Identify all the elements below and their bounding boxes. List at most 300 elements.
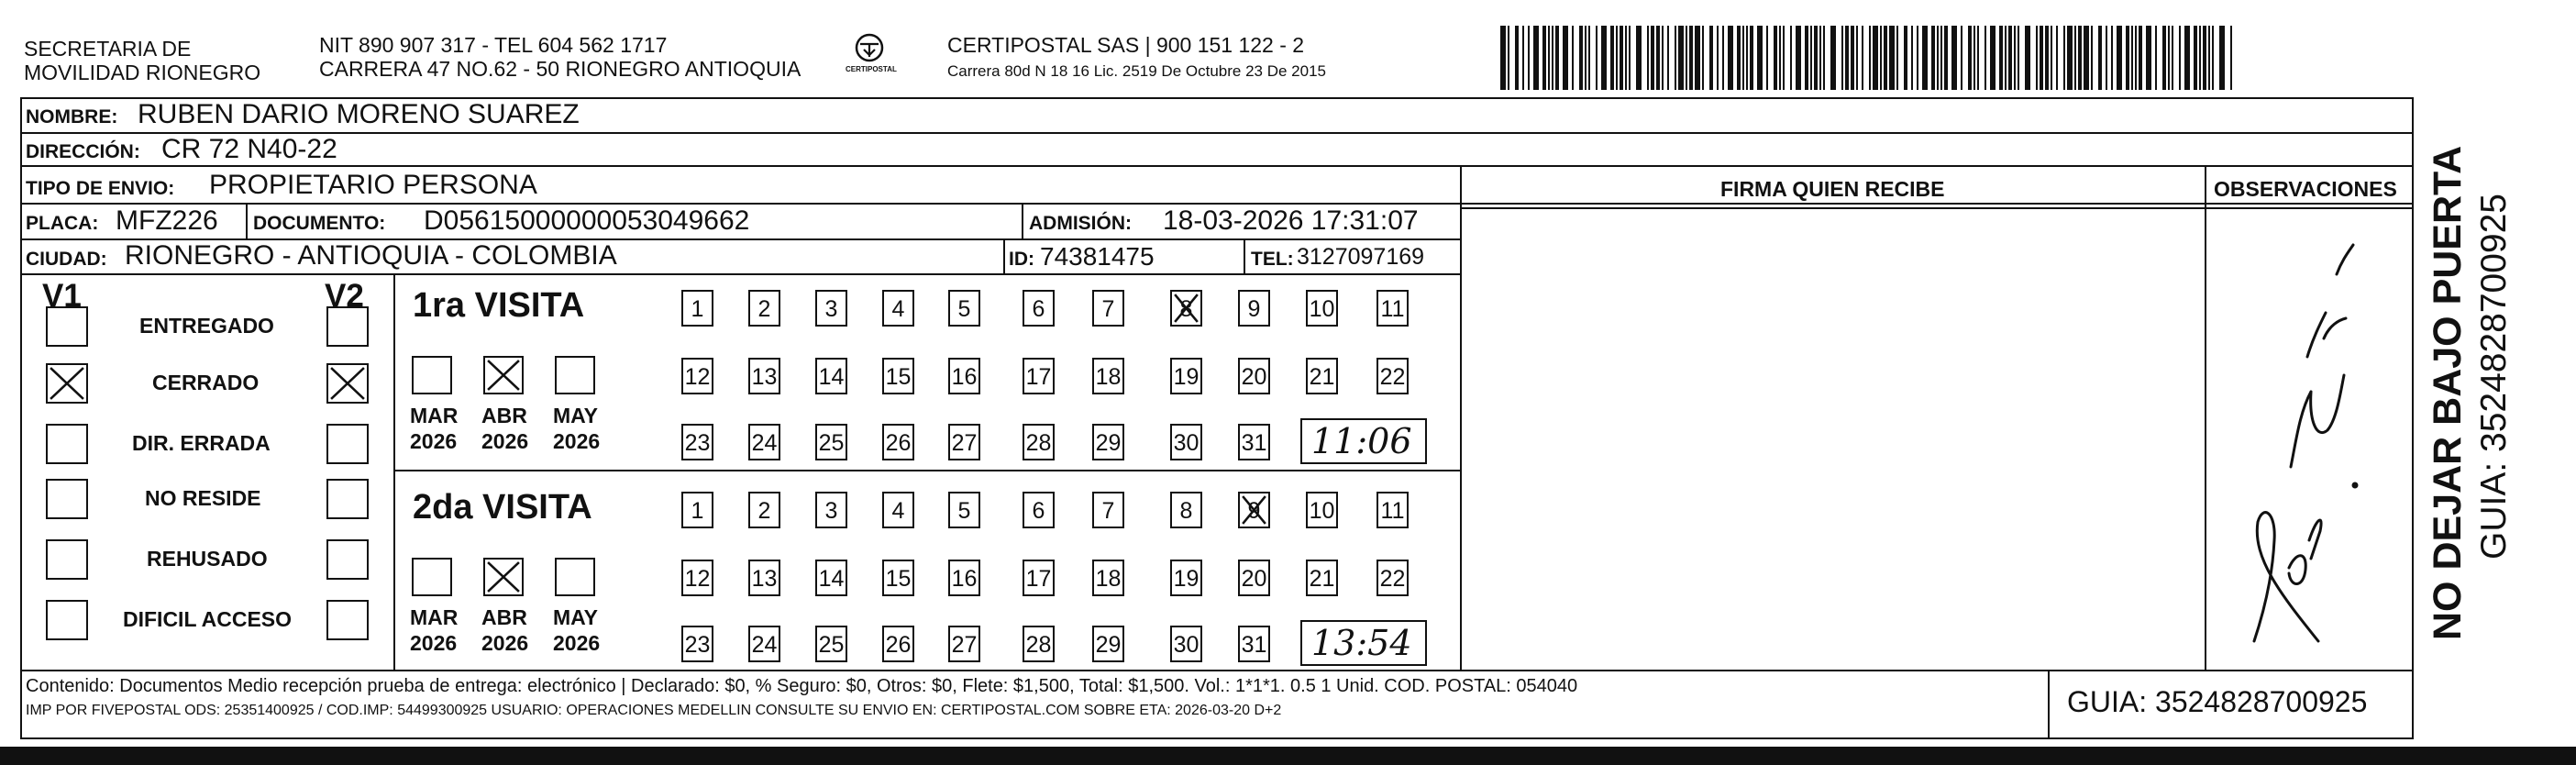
day-number: 27 bbox=[951, 632, 978, 658]
day-number: 3 bbox=[824, 498, 838, 524]
certipostal-logo bbox=[836, 31, 902, 79]
day-number: 9 bbox=[1247, 498, 1261, 524]
day-number: 10 bbox=[1309, 498, 1335, 524]
barcode-bar bbox=[2126, 26, 2129, 90]
barcode-bar bbox=[2018, 26, 2019, 90]
month-year: 2026 bbox=[553, 429, 601, 453]
day-box[interactable] bbox=[1092, 626, 1124, 662]
day-box[interactable] bbox=[1023, 424, 1055, 460]
status-label: CERRADO bbox=[152, 371, 260, 394]
day-number: 16 bbox=[951, 566, 978, 592]
day-number: 14 bbox=[818, 566, 845, 592]
day-box[interactable] bbox=[1306, 492, 1338, 528]
day-box[interactable] bbox=[1238, 626, 1270, 662]
barcode-bar bbox=[2040, 26, 2043, 90]
barcode-bar bbox=[1515, 26, 1519, 90]
day-box[interactable] bbox=[748, 290, 780, 327]
day-number: 23 bbox=[684, 430, 711, 456]
barcode-bar bbox=[2008, 26, 2012, 90]
day-box[interactable] bbox=[1238, 358, 1270, 394]
day-box[interactable] bbox=[815, 560, 847, 596]
visit-title: 1ra VISITA bbox=[413, 286, 585, 325]
barcode-bar bbox=[1548, 26, 1550, 90]
barcode-bar bbox=[1596, 26, 1598, 90]
day-number: 12 bbox=[684, 364, 711, 390]
barcode-bar bbox=[1737, 26, 1741, 90]
barcode-bar bbox=[1884, 26, 1887, 90]
barcode-bar bbox=[1819, 26, 1821, 90]
v1-checkbox[interactable] bbox=[46, 363, 88, 404]
barcode-bar bbox=[2067, 26, 2073, 90]
company-line: CERTIPOSTAL SAS | 900 151 122 - 2 bbox=[947, 33, 1305, 57]
day-box[interactable] bbox=[1092, 560, 1124, 596]
id-value: 74381475 bbox=[1040, 242, 1155, 271]
barcode-bar bbox=[2172, 26, 2173, 90]
barcode-bar bbox=[1625, 26, 1627, 90]
barcode-bar bbox=[2106, 26, 2107, 90]
day-box[interactable] bbox=[815, 424, 847, 460]
day-box[interactable] bbox=[681, 492, 713, 528]
tipo-envio-value: PROPIETARIO PERSONA bbox=[209, 170, 537, 200]
day-box[interactable] bbox=[815, 626, 847, 662]
v1-label: V1 bbox=[42, 278, 82, 314]
x-mark-icon bbox=[485, 358, 522, 393]
day-box[interactable] bbox=[1376, 358, 1409, 394]
day-box[interactable] bbox=[1170, 290, 1202, 327]
day-number: 24 bbox=[751, 430, 778, 456]
day-number: 26 bbox=[885, 632, 912, 658]
day-box[interactable] bbox=[948, 358, 980, 394]
day-box[interactable] bbox=[1238, 492, 1270, 528]
day-box[interactable] bbox=[748, 560, 780, 596]
day-number: 29 bbox=[1095, 430, 1122, 456]
barcode-bar bbox=[1563, 26, 1568, 90]
observaciones-handwriting bbox=[2208, 210, 2410, 669]
day-box[interactable] bbox=[1092, 424, 1124, 460]
v1-checkbox[interactable] bbox=[46, 306, 88, 347]
x-mark-icon bbox=[485, 560, 522, 594]
ciudad-value: RIONEGRO - ANTIOQUIA - COLOMBIA bbox=[125, 240, 617, 271]
barcode-bar bbox=[1823, 26, 1825, 90]
day-box[interactable] bbox=[948, 424, 980, 460]
v1-checkbox[interactable] bbox=[46, 479, 88, 519]
barcode-bar bbox=[1766, 26, 1768, 90]
barcode-bar bbox=[1662, 26, 1664, 90]
sender-name-line2: MOVILIDAD RIONEGRO bbox=[24, 61, 261, 84]
x-mark-icon bbox=[1240, 493, 1268, 527]
barcode-bar bbox=[1686, 26, 1687, 90]
month-label: MAR bbox=[410, 605, 459, 629]
day-number: 19 bbox=[1173, 364, 1200, 390]
time-box[interactable] bbox=[1300, 620, 1427, 666]
month-year: 2026 bbox=[481, 429, 529, 453]
admision-label: ADMISIÓN: bbox=[1029, 213, 1132, 234]
day-number: 31 bbox=[1241, 632, 1267, 658]
barcode-bar bbox=[2036, 26, 2038, 90]
barcode-bar bbox=[1940, 26, 1942, 90]
day-number: 9 bbox=[1247, 296, 1261, 322]
ciudad-label: CIUDAD: bbox=[26, 249, 107, 270]
day-box[interactable] bbox=[882, 424, 914, 460]
sender-name-line1: SECRETARIA DE bbox=[24, 37, 192, 61]
day-number: 11 bbox=[1380, 498, 1405, 524]
day-box[interactable] bbox=[1306, 358, 1338, 394]
day-number: 7 bbox=[1101, 296, 1115, 322]
visit-title: 2da VISITA bbox=[413, 488, 592, 527]
v2-checkbox[interactable] bbox=[326, 424, 369, 464]
month-checkbox[interactable] bbox=[412, 356, 452, 394]
v2-checkbox[interactable] bbox=[326, 539, 369, 580]
day-number: 26 bbox=[885, 430, 912, 456]
observaciones-header: OBSERVACIONES bbox=[2214, 177, 2397, 201]
day-box[interactable] bbox=[1238, 560, 1270, 596]
day-box[interactable] bbox=[882, 626, 914, 662]
day-number: 6 bbox=[1032, 498, 1045, 524]
barcode-bar bbox=[1830, 26, 1836, 90]
barcode-bar bbox=[1990, 26, 1996, 90]
day-number: 13 bbox=[751, 566, 778, 592]
firma-header: FIRMA QUIEN RECIBE bbox=[1720, 177, 1945, 201]
day-number: 20 bbox=[1241, 566, 1267, 592]
day-box[interactable] bbox=[1023, 358, 1055, 394]
month-checkbox[interactable] bbox=[483, 356, 524, 394]
day-box[interactable] bbox=[748, 492, 780, 528]
barcode-bar bbox=[1629, 26, 1631, 90]
barcode-bar bbox=[2155, 26, 2157, 90]
handwritten-time: 11:06 bbox=[1311, 421, 1412, 461]
footer-imp: IMP POR FIVEPOSTAL ODS: 25351400925 / COD.IMP: 54499300925 USUARIO: OPERACIONES MEDELLIN CONSULTE SU ENVIO EN: CERTIPOSTAL.COM SOBRE ETA: 2026-03-20 D+2 bbox=[26, 703, 1282, 718]
month-label: ABR bbox=[481, 605, 527, 629]
barcode-bar bbox=[1790, 26, 1792, 90]
day-box[interactable] bbox=[948, 492, 980, 528]
barcode-bar bbox=[1862, 26, 1863, 90]
license-line: Carrera 80d N 18 16 Lic. 2519 De Octubre 23 De 2015 bbox=[947, 62, 1326, 80]
day-box[interactable] bbox=[1238, 290, 1270, 327]
day-box[interactable] bbox=[1170, 424, 1202, 460]
day-box[interactable] bbox=[815, 358, 847, 394]
status-label: DIFICIL ACCESO bbox=[123, 607, 293, 631]
day-number: 21 bbox=[1309, 566, 1335, 592]
barcode-bar bbox=[2203, 26, 2206, 90]
placa-label: PLACA: bbox=[26, 213, 99, 234]
day-number: 31 bbox=[1241, 430, 1267, 456]
barcode-bar bbox=[1709, 26, 1713, 90]
day-number: 12 bbox=[684, 566, 711, 592]
barcode bbox=[1500, 26, 2238, 90]
day-box[interactable] bbox=[681, 626, 713, 662]
barcode-bar bbox=[1904, 26, 1907, 90]
tipo-envio-label: TIPO DE ENVIO: bbox=[26, 178, 175, 199]
day-box[interactable] bbox=[1170, 560, 1202, 596]
day-number: 7 bbox=[1101, 498, 1115, 524]
month-year: 2026 bbox=[553, 631, 601, 655]
footer-contenido: Contenido: Documentos Medio recepción prueba de entrega: electrónico | Declarado: $0, % Seguro: $0, Otros: $0, Flete: $1,500, Total: $1,500. Vol.: 1*1*1. 0.5 1 Unid. COD. POSTAL: 054040 bbox=[26, 676, 1578, 696]
nombre-value: RUBEN DARIO MORENO SUAREZ bbox=[138, 99, 580, 129]
month-label: ABR bbox=[481, 404, 527, 427]
v1-checkbox[interactable] bbox=[46, 424, 88, 464]
day-number: 25 bbox=[818, 632, 845, 658]
x-mark-icon bbox=[1172, 292, 1200, 325]
day-number: 27 bbox=[951, 430, 978, 456]
barcode-bar bbox=[1695, 26, 1700, 90]
day-number: 6 bbox=[1032, 296, 1045, 322]
day-box[interactable] bbox=[1170, 626, 1202, 662]
direccion-label: DIRECCIÓN: bbox=[26, 141, 140, 162]
barcode-bar bbox=[2146, 26, 2151, 90]
barcode-bar bbox=[1722, 26, 1724, 90]
day-number: 29 bbox=[1095, 632, 1122, 658]
x-mark-icon bbox=[48, 365, 86, 402]
barcode-bar bbox=[2098, 26, 2102, 90]
month-label: MAR bbox=[410, 404, 459, 427]
observaciones-area[interactable] bbox=[2208, 210, 2410, 669]
barcode-bar bbox=[2084, 26, 2089, 90]
day-box[interactable] bbox=[815, 492, 847, 528]
day-number: 4 bbox=[891, 296, 905, 322]
day-number: 28 bbox=[1025, 430, 1052, 456]
day-box[interactable] bbox=[948, 626, 980, 662]
day-number: 5 bbox=[957, 498, 971, 524]
v2-checkbox[interactable] bbox=[326, 363, 369, 404]
month-checkbox[interactable] bbox=[555, 356, 595, 394]
day-number: 19 bbox=[1173, 566, 1200, 592]
barcode-bar bbox=[1851, 26, 1854, 90]
barcode-bar bbox=[1588, 26, 1590, 90]
day-box[interactable] bbox=[948, 560, 980, 596]
barcode-bar bbox=[1873, 26, 1878, 90]
day-number: 16 bbox=[951, 364, 978, 390]
barcode-bar bbox=[2025, 26, 2030, 90]
day-number: 8 bbox=[1179, 296, 1193, 322]
barcode-bar bbox=[2230, 26, 2232, 90]
barcode-bar bbox=[1620, 26, 1623, 90]
barcode-bar bbox=[1757, 26, 1763, 90]
month-label: MAY bbox=[553, 605, 598, 629]
day-box[interactable] bbox=[681, 560, 713, 596]
day-number: 18 bbox=[1095, 364, 1122, 390]
month-year: 2026 bbox=[410, 429, 458, 453]
barcode-bar bbox=[2179, 26, 2181, 90]
day-number: 3 bbox=[824, 296, 838, 322]
barcode-bar bbox=[1961, 26, 1962, 90]
barcode-bar bbox=[2135, 26, 2137, 90]
v2-checkbox[interactable] bbox=[326, 600, 369, 640]
day-box[interactable] bbox=[1023, 290, 1055, 327]
barcode-bar bbox=[2051, 26, 2052, 90]
footer-guia: GUIA: 3524828700925 bbox=[2067, 685, 2368, 718]
barcode-bar bbox=[2014, 26, 2016, 90]
barcode-bar bbox=[1728, 26, 1733, 90]
day-box[interactable] bbox=[815, 290, 847, 327]
day-box[interactable] bbox=[882, 492, 914, 528]
day-box[interactable] bbox=[1170, 358, 1202, 394]
sender-address: CARRERA 47 NO.62 - 50 RIONEGRO ANTIOQUIA bbox=[319, 57, 802, 81]
day-box[interactable] bbox=[1306, 560, 1338, 596]
barcode-bar bbox=[1610, 26, 1614, 90]
barcode-bar bbox=[1841, 26, 1843, 90]
day-number: 22 bbox=[1379, 364, 1406, 390]
day-number: 2 bbox=[757, 498, 771, 524]
barcode-bar bbox=[1667, 26, 1669, 90]
barcode-bar bbox=[1999, 26, 2003, 90]
barcode-bar bbox=[1931, 26, 1935, 90]
barcode-bar bbox=[1616, 26, 1618, 90]
barcode-bar bbox=[2063, 26, 2065, 90]
day-number: 11 bbox=[1380, 296, 1405, 322]
barcode-bar bbox=[1774, 26, 1777, 90]
day-number: 20 bbox=[1241, 364, 1267, 390]
barcode-bar bbox=[1985, 26, 1986, 90]
month-year: 2026 bbox=[410, 631, 458, 655]
barcode-bar bbox=[1508, 26, 1509, 90]
barcode-bar bbox=[1911, 26, 1913, 90]
barcode-bar bbox=[1796, 26, 1801, 90]
barcode-bar bbox=[1528, 26, 1530, 90]
barcode-bar bbox=[2199, 26, 2201, 90]
day-number: 15 bbox=[885, 566, 912, 592]
day-box[interactable] bbox=[1306, 290, 1338, 327]
day-number: 2 bbox=[757, 296, 771, 322]
barcode-bar bbox=[2074, 26, 2076, 90]
day-box[interactable] bbox=[948, 290, 980, 327]
nombre-label: NOMBRE: bbox=[26, 106, 118, 128]
day-box[interactable] bbox=[1092, 290, 1124, 327]
day-number: 1 bbox=[691, 498, 704, 524]
barcode-bar bbox=[1651, 26, 1654, 90]
barcode-bar bbox=[1856, 26, 1858, 90]
day-number: 4 bbox=[891, 498, 905, 524]
v2-checkbox[interactable] bbox=[326, 479, 369, 519]
barcode-bar bbox=[1533, 26, 1539, 90]
v1-checkbox[interactable] bbox=[46, 600, 88, 640]
day-number: 18 bbox=[1095, 566, 1122, 592]
barcode-bar bbox=[1917, 26, 1918, 90]
barcode-bar bbox=[1717, 26, 1719, 90]
sender-nit: NIT 890 907 317 - TEL 604 562 1717 bbox=[319, 33, 668, 57]
day-box[interactable] bbox=[681, 358, 713, 394]
day-number: 1 bbox=[691, 296, 704, 322]
month-year: 2026 bbox=[481, 631, 529, 655]
time-box[interactable] bbox=[1300, 418, 1427, 464]
month-checkbox[interactable] bbox=[483, 558, 524, 596]
day-box[interactable] bbox=[1170, 492, 1202, 528]
barcode-bar bbox=[2208, 26, 2210, 90]
barcode-bar bbox=[1783, 26, 1785, 90]
day-box[interactable] bbox=[1376, 492, 1409, 528]
logo-text: CERTIPOSTAL bbox=[846, 65, 897, 73]
day-box[interactable] bbox=[882, 358, 914, 394]
barcode-bar bbox=[1702, 26, 1704, 90]
status-label: NO RESIDE bbox=[145, 486, 261, 510]
month-checkbox[interactable] bbox=[555, 558, 595, 596]
day-number: 8 bbox=[1179, 498, 1193, 524]
tel-value: 3127097169 bbox=[1297, 244, 1425, 270]
barcode-bar bbox=[1522, 26, 1524, 90]
day-box[interactable] bbox=[882, 560, 914, 596]
day-box[interactable] bbox=[1023, 560, 1055, 596]
v1-checkbox[interactable] bbox=[46, 539, 88, 580]
day-box[interactable] bbox=[1376, 560, 1409, 596]
id-label: ID: bbox=[1009, 249, 1034, 270]
bottom-band bbox=[0, 747, 2576, 765]
barcode-bar bbox=[1805, 26, 1808, 90]
v2-checkbox[interactable] bbox=[326, 306, 369, 347]
barcode-bar bbox=[1656, 26, 1660, 90]
day-number: 28 bbox=[1025, 632, 1052, 658]
day-box[interactable] bbox=[681, 290, 713, 327]
day-box[interactable] bbox=[1023, 492, 1055, 528]
barcode-bar bbox=[1746, 26, 1748, 90]
day-box[interactable] bbox=[1092, 358, 1124, 394]
day-number: 30 bbox=[1173, 632, 1200, 658]
signature-area[interactable] bbox=[1464, 210, 2203, 669]
barcode-bar bbox=[2056, 26, 2058, 90]
barcode-bar bbox=[2219, 26, 2225, 90]
month-checkbox[interactable] bbox=[412, 558, 452, 596]
barcode-bar bbox=[1968, 26, 1972, 90]
day-number: 21 bbox=[1309, 364, 1335, 390]
admision-value: 18-03-2026 17:31:07 bbox=[1163, 205, 1419, 236]
barcode-bar bbox=[2045, 26, 2049, 90]
barcode-bar bbox=[1585, 26, 1587, 90]
barcode-bar bbox=[1500, 26, 1506, 90]
day-box[interactable] bbox=[882, 290, 914, 327]
day-box[interactable] bbox=[1238, 424, 1270, 460]
day-box[interactable] bbox=[1376, 290, 1409, 327]
barcode-bar bbox=[1742, 26, 1744, 90]
barcode-bar bbox=[1636, 26, 1642, 90]
barcode-bar bbox=[1814, 26, 1818, 90]
barcode-bar bbox=[1555, 26, 1559, 90]
barcode-bar bbox=[1896, 26, 1898, 90]
day-number: 17 bbox=[1025, 364, 1052, 390]
x-mark-icon bbox=[328, 365, 367, 402]
barcode-bar bbox=[1937, 26, 1939, 90]
day-number: 30 bbox=[1173, 430, 1200, 456]
barcode-bar bbox=[1572, 26, 1574, 90]
barcode-bar bbox=[1750, 26, 1753, 90]
barcode-bar bbox=[2117, 26, 2122, 90]
documento-value: D05615000000053049662 bbox=[424, 205, 750, 236]
barcode-bar bbox=[2162, 26, 2166, 90]
day-number: 24 bbox=[751, 632, 778, 658]
barcode-bar bbox=[2005, 26, 2007, 90]
barcode-bar bbox=[1810, 26, 1812, 90]
barcode-bar bbox=[1869, 26, 1871, 90]
barcode-bar bbox=[1601, 26, 1607, 90]
day-box[interactable] bbox=[748, 424, 780, 460]
day-box[interactable] bbox=[748, 358, 780, 394]
day-box[interactable] bbox=[748, 626, 780, 662]
barcode-bar bbox=[2131, 26, 2133, 90]
handwritten-time: 13:54 bbox=[1311, 623, 1412, 663]
direccion-value: CR 72 N40-22 bbox=[161, 134, 337, 164]
day-box[interactable] bbox=[681, 424, 713, 460]
day-box[interactable] bbox=[1023, 626, 1055, 662]
barcode-bar bbox=[1973, 26, 1975, 90]
barcode-bar bbox=[1689, 26, 1693, 90]
day-box[interactable] bbox=[1092, 492, 1124, 528]
barcode-bar bbox=[2139, 26, 2142, 90]
barcode-bar bbox=[1880, 26, 1882, 90]
day-number: 5 bbox=[957, 296, 971, 322]
barcode-bar bbox=[2168, 26, 2170, 90]
day-number: 17 bbox=[1025, 566, 1052, 592]
day-number: 10 bbox=[1309, 296, 1335, 322]
day-number: 23 bbox=[684, 632, 711, 658]
barcode-bar bbox=[1542, 26, 1546, 90]
tel-label: TEL: bbox=[1251, 249, 1294, 270]
